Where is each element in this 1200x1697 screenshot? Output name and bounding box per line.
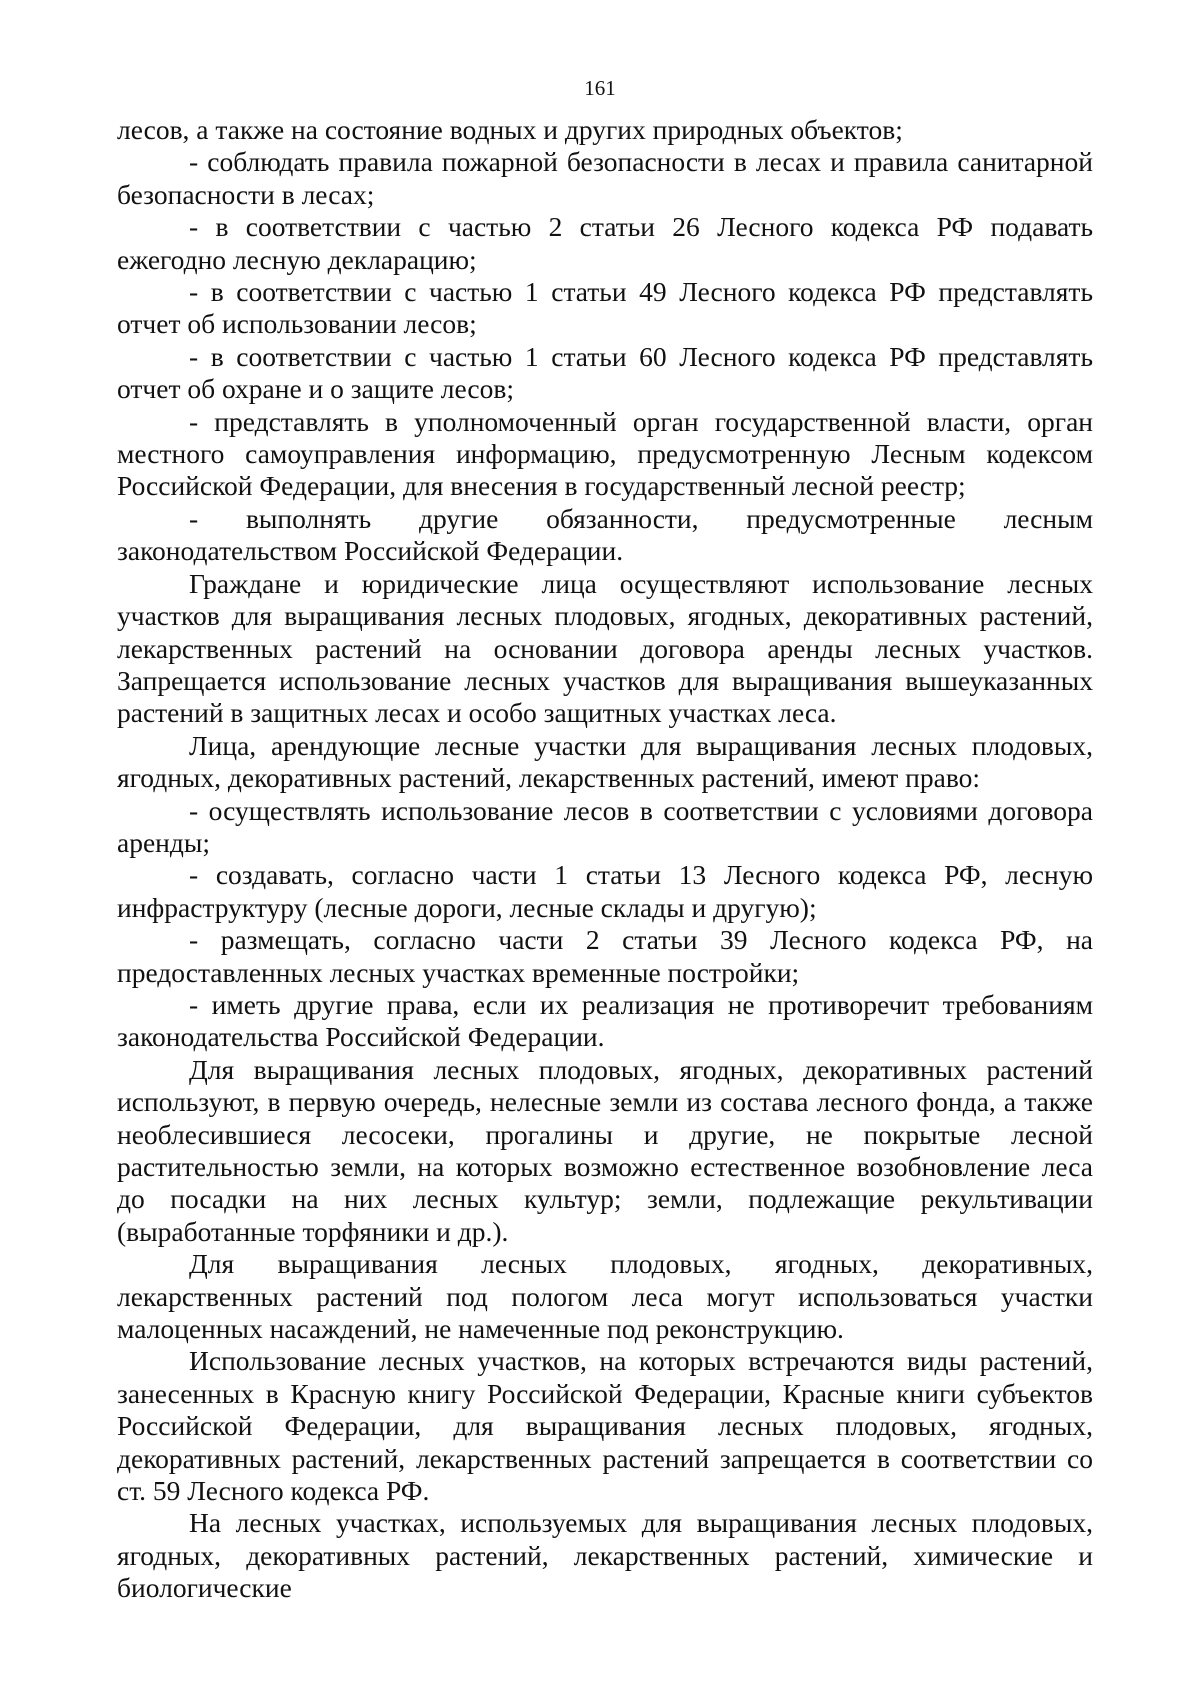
paragraph: Для выращивания лесных плодовых, ягодных, декоративных растений используют, в первую очередь, нелесные земли из состава лесного фонда, а также необлесившиеся лесосеки, прогалины и другие, не покрытые лесной растительностью земли, на которых возможно естественное возобновление леса до посадки на них лесных культур; земли, подлежащие рекультивации (выработанные торфяники и др.). [117,1053,1093,1247]
list-item: - осуществлять использование лесов в соответствии с условиями договора аренды; [117,794,1093,858]
list-item: - размещать, согласно части 2 статьи 39 Лесного кодекса РФ, на предоставленных лесных участках временные постройки; [117,924,1093,988]
list-item: - в соответствии с частью 1 статьи 60 Лесного кодекса РФ представлять отчет об охране и о защите лесов; [117,340,1093,405]
paragraph: Граждане и юридические лица осуществляют использование лесных участков для выращивания лесных плодовых, ягодных, декоративных растений, лекарственных растений на основании договора аренды лесных участков. Запрещается использование лесных участков для выращивания вышеуказанных растений в защитных лесах и особо защитных участках леса. [117,567,1093,729]
list-item: - в соответствии с частью 2 статьи 26 Лесного кодекса РФ подавать ежегодно лесную декларацию; [117,211,1093,275]
paragraph: Использование лесных участков, на которых встречаются виды растений, занесенных в Красную книгу Российской Федерации, Красные книги субъектов Российской Федерации, для выращивания лесных плодовых, ягодных, декоративных растений, лекарственных растений запрещается в соответствии со ст. 59 Лесного кодекса РФ. [117,1345,1093,1507]
paragraph: лесов, а также на состояние водных и других природных объектов; [117,114,903,145]
list-item: - соблюдать правила пожарной безопасности в лесах и правила санитарной безопасности в лесах; [117,146,1093,210]
list-item: - представлять в уполномоченный орган государственной власти, орган местного самоуправления информацию, предусмотренную Лесным кодексом Российской Федерации, для внесения в государственный лесной реестр; [117,405,1093,502]
list-item: - в соответствии с частью 1 статьи 49 Лесного кодекса РФ представлять отчет об использовании лесов; [117,276,1093,340]
page-number: 161 [584,76,616,100]
list-item: - выполнять другие обязанности, предусмотренные лесным законодательством Российской Федерации. [117,502,1093,567]
list-item: - создавать, согласно части 1 статьи 13 Лесного кодекса РФ, лесную инфраструктуру (лесные дороги, лесные склады и другую); [117,859,1093,923]
paragraph: Для выращивания лесных плодовых, ягодных, декоративных, лекарственных растений под пологом леса могут использоваться участки малоценных насаждений, не намеченные под реконструкцию. [117,1248,1093,1345]
paragraph: На лесных участках, используемых для выращивания лесных плодовых, ягодных, декоративных растений, лекарственных растений, химические и биологические [117,1507,1093,1604]
paragraph: Лица, арендующие лесные участки для выращивания лесных плодовых, ягодных, декоративных растений, лекарственных растений, имеют право: [117,729,1093,794]
document-body [117,114,1093,1605]
list-item: - иметь другие права, если их реализация не противоречит требованиям законодательства Российской Федерации. [117,988,1093,1053]
